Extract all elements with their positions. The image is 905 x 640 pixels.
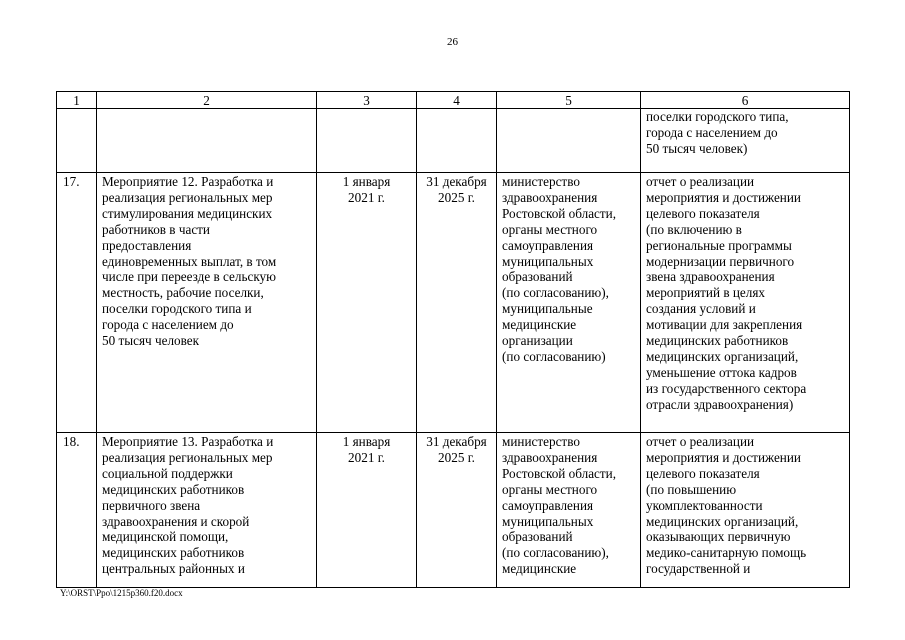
cell-line: работников в части: [102, 221, 210, 237]
continuation-result-cell: [641, 109, 850, 173]
cell-line: целевого показателя: [646, 205, 760, 221]
cell-line: реализация региональных мер: [102, 449, 273, 465]
cell-line: муниципальных: [502, 253, 594, 269]
cell-line: 31 декабря: [426, 174, 487, 189]
cell-line: (по согласованию): [502, 348, 606, 364]
cell-line: 50 тысяч человек: [102, 333, 200, 349]
file-path-footer: Y:\ORST\Ppo\1215p360.f20.docx: [60, 588, 183, 598]
cell-empty: [497, 109, 641, 173]
cell-line: медицинские: [502, 317, 577, 333]
cell-line: медицинских работников: [102, 545, 245, 561]
cell-line: создания условий и: [646, 301, 756, 317]
cell-line: Ростовской области,: [502, 465, 617, 481]
responsible-cell: [497, 433, 641, 588]
cell-line: (по повышению: [646, 481, 737, 497]
measure-cell: [97, 433, 317, 588]
cell-line: министерство: [502, 434, 580, 449]
cell-line: мероприятия и достижении: [646, 449, 801, 465]
cell-line: города с населением до: [102, 317, 234, 333]
end-date-cell: [417, 433, 497, 588]
measure-cell: [97, 173, 317, 433]
cell-line: медицинские: [502, 561, 577, 577]
cell-line: самоуправления: [502, 237, 594, 253]
cell-line: самоуправления: [502, 497, 594, 513]
cell-line: здравоохранения: [502, 449, 598, 465]
row-number: 17.: [57, 173, 97, 433]
page-number: 26: [447, 36, 458, 48]
col-header-5: 5: [497, 92, 641, 109]
cell-line: организации: [502, 333, 573, 349]
cell-line: социальной поддержки: [102, 465, 233, 481]
cell-line: первичного звена: [102, 497, 201, 513]
cell-empty: [317, 109, 417, 173]
col-header-1: 1: [57, 92, 97, 109]
cell-line: мероприятий в целях: [646, 285, 766, 301]
result-cell: [641, 173, 850, 433]
measures-table: [56, 91, 850, 588]
column-numbers-row: [57, 92, 850, 109]
cell-line: числе при переезде в сельскую: [102, 269, 276, 285]
cell-line: медицинских работников: [102, 481, 245, 497]
cell-empty: [57, 109, 97, 173]
table-row: [57, 173, 850, 433]
cell-line: (по согласованию),: [502, 545, 609, 561]
result-cell: [641, 433, 850, 588]
cell-line: мероприятия и достижении: [646, 189, 801, 205]
cell-empty: [97, 109, 317, 173]
cell-line: медико-санитарную помощь: [646, 545, 807, 561]
cell-line: органы местного: [502, 221, 598, 237]
cell-line: города с населением до: [646, 124, 778, 140]
cell-line: стимулирования медицинских: [102, 205, 273, 221]
cell-line: государственной и: [646, 561, 751, 577]
cell-line: предоставления: [102, 237, 192, 253]
cell-line: министерство: [502, 174, 580, 189]
cell-line: Мероприятие 12. Разработка и: [102, 174, 274, 189]
cell-line: центральных районных и: [102, 561, 245, 577]
cell-line: муниципальных: [502, 513, 594, 529]
cell-line: 1 января: [342, 434, 391, 449]
cell-line: 2021 г.: [348, 449, 385, 465]
cell-line: 31 декабря: [426, 434, 487, 449]
cell-line: образований: [502, 269, 573, 285]
cell-line: 50 тысяч человек): [646, 140, 748, 156]
cell-line: 1 января: [342, 174, 391, 189]
cell-line: 2021 г.: [348, 189, 385, 205]
cell-line: из государственного сектора: [646, 380, 807, 396]
start-date-cell: [317, 173, 417, 433]
cell-line: укомплектованности: [646, 497, 763, 513]
col-header-3: 3: [317, 92, 417, 109]
cell-line: здравоохранения: [502, 189, 598, 205]
end-date-cell: [417, 173, 497, 433]
start-date-cell: [317, 433, 417, 588]
cell-empty: [417, 109, 497, 173]
continuation-row: [57, 109, 850, 173]
col-header-6: 6: [641, 92, 850, 109]
cell-line: уменьшение оттока кадров: [646, 364, 797, 380]
cell-line: (по включению в: [646, 221, 742, 237]
col-header-2: 2: [97, 92, 317, 109]
cell-line: региональные программы: [646, 237, 792, 253]
cell-line: медицинской помощи,: [102, 529, 229, 545]
cell-line: оказывающих первичную: [646, 529, 791, 545]
cell-line: отрасли здравоохранения): [646, 396, 794, 412]
cell-line: модернизации первичного: [646, 253, 795, 269]
cell-line: медицинских организаций,: [646, 348, 799, 364]
cell-line: целевого показателя: [646, 465, 760, 481]
cell-line: медицинских работников: [646, 333, 789, 349]
cell-line: поселки городского типа,: [646, 109, 789, 124]
cell-line: здравоохранения и скорой: [102, 513, 250, 529]
cell-line: реализация региональных мер: [102, 189, 273, 205]
cell-line: (по согласованию),: [502, 285, 609, 301]
row-number: 18.: [57, 433, 97, 588]
cell-line: Ростовской области,: [502, 205, 617, 221]
cell-line: местность, рабочие поселки,: [102, 285, 264, 301]
col-header-4: 4: [417, 92, 497, 109]
cell-line: муниципальные: [502, 301, 593, 317]
table-row: [57, 433, 850, 588]
cell-line: медицинских организаций,: [646, 513, 799, 529]
cell-line: органы местного: [502, 481, 598, 497]
cell-line: единовременных выплат, в том: [102, 253, 277, 269]
responsible-cell: [497, 173, 641, 433]
cell-line: Мероприятие 13. Разработка и: [102, 434, 274, 449]
cell-line: 2025 г.: [438, 189, 475, 205]
cell-line: 2025 г.: [438, 449, 475, 465]
cell-line: отчет о реализации: [646, 174, 755, 189]
cell-line: отчет о реализации: [646, 434, 755, 449]
cell-line: мотивации для закрепления: [646, 317, 803, 333]
cell-line: поселки городского типа и: [102, 301, 252, 317]
cell-line: звена здравоохранения: [646, 269, 775, 285]
cell-line: образований: [502, 529, 573, 545]
